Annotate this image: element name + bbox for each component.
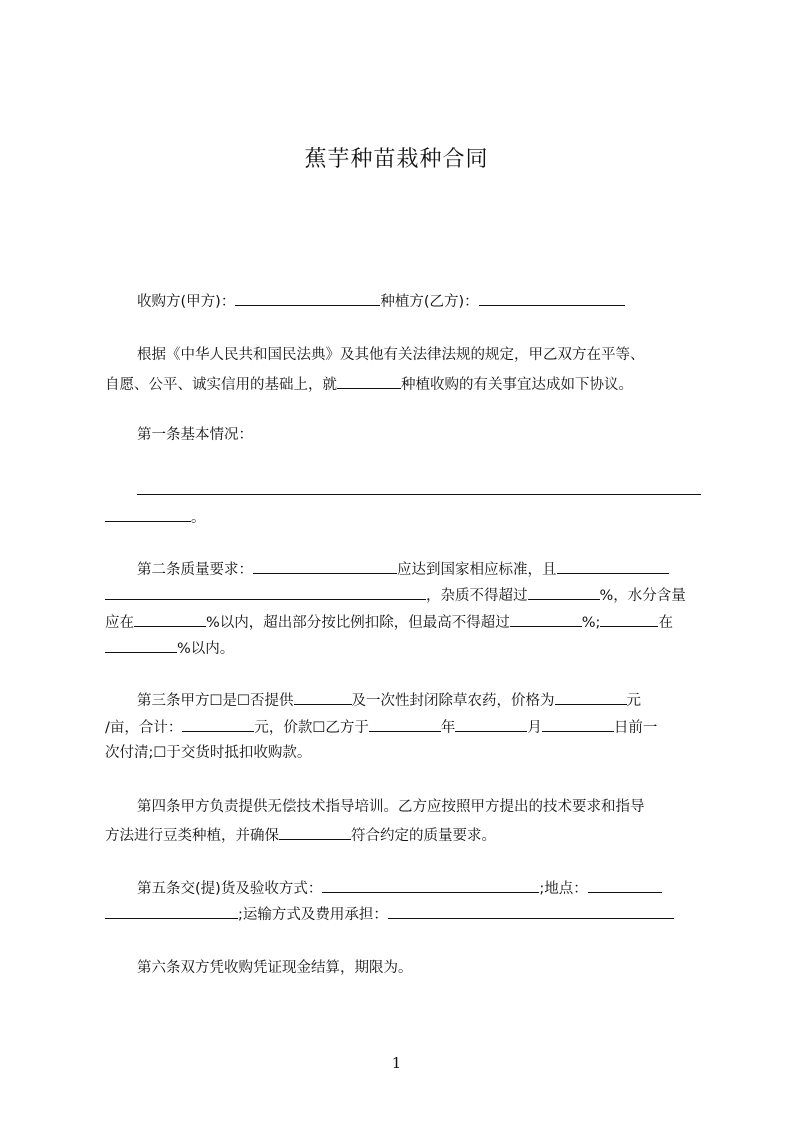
location-blank-2[interactable] — [105, 903, 238, 919]
page-number: 1 — [391, 1054, 402, 1072]
article-1-blank-line-1 — [137, 479, 701, 501]
basic-info-blank-1[interactable] — [137, 479, 701, 495]
article-2-text: %，水分含量 — [599, 588, 686, 604]
buyer-label: 收购方(甲方)： — [137, 294, 236, 310]
article-3-text: 元，价款☐乙方于 — [254, 720, 369, 736]
article-3-text: 日前一 — [613, 720, 658, 736]
article-2-line-1 — [137, 558, 669, 580]
delivery-method-blank[interactable] — [322, 877, 539, 893]
article-5-text: 第五条交(提)货及验收方式： — [137, 881, 323, 897]
article-3-line-1 — [137, 689, 641, 711]
article-2-text: %以内，超出部分按比例扣除，但最高不得超过 — [206, 615, 510, 631]
article-5-line-1 — [137, 877, 662, 899]
article-3-text: 月 — [527, 720, 542, 736]
article-2-line-4 — [105, 637, 234, 659]
article-3-text: 年 — [440, 720, 456, 736]
article-3-text: 第三条甲方☐是☐否提供 — [137, 693, 294, 709]
article-4-line-2 — [105, 824, 496, 846]
period-mark: 。 — [191, 510, 206, 526]
article-3-line-2 — [105, 716, 657, 738]
location-blank-1[interactable] — [588, 877, 662, 893]
article-5-line-2 — [105, 903, 674, 925]
article-2-text: 应达到国家相应标准，且 — [397, 562, 557, 578]
article-4-line-1: 第四条甲方负责提供无偿技术指导培训。乙方应按照甲方提出的技术要求和指导 — [137, 799, 645, 815]
impurity-blank[interactable] — [528, 584, 600, 600]
article-1-heading: 第一条基本情况： — [137, 427, 253, 443]
total-blank[interactable] — [182, 716, 254, 732]
article-4-text: 符合约定的质量要求。 — [351, 828, 496, 844]
quality-blank-2[interactable] — [557, 558, 669, 574]
other-blank[interactable] — [600, 611, 658, 627]
article-2-text: ，杂质不得超过 — [426, 588, 528, 604]
preamble-text-end: 种植收购的有关事宜达成如下协议。 — [401, 377, 633, 393]
article-2-line-3 — [105, 611, 673, 633]
year-blank[interactable] — [369, 716, 441, 732]
transport-blank[interactable] — [388, 903, 674, 919]
article-6-text: 第六条双方凭收购凭证现金结算，期限为。 — [137, 960, 413, 976]
other-percent-blank[interactable] — [105, 637, 177, 653]
article-3-text: 及一次性封闭除草农药，价格为 — [351, 693, 555, 709]
article-4-text: 方法进行豆类种植，并确保 — [105, 828, 279, 844]
quality-blank-1[interactable] — [253, 558, 397, 574]
article-2-text: 在 — [658, 615, 673, 631]
preamble-text: 自愿、公平、诚实信用的基础上，就 — [105, 377, 337, 393]
article-5-text: ;地点： — [539, 881, 588, 897]
day-blank[interactable] — [542, 716, 614, 732]
document-title: 蕉芋种苗栽种合同 — [304, 147, 489, 172]
month-blank[interactable] — [455, 716, 527, 732]
basic-info-blank-2[interactable] — [105, 506, 191, 522]
price-blank[interactable] — [555, 689, 627, 705]
article-3-line-3: 次付清;☐于交货时抵扣收购款。 — [105, 745, 312, 761]
article-2-text: %; — [581, 615, 601, 631]
article-3-text: /亩，合计： — [105, 720, 183, 736]
grower-label: 种植方(乙方)： — [380, 294, 479, 310]
quality-blank-3[interactable] — [105, 584, 426, 600]
max-blank[interactable] — [510, 611, 582, 627]
article-2-line-2 — [105, 584, 686, 606]
preamble-line-2 — [105, 373, 633, 395]
ensure-blank[interactable] — [279, 824, 351, 840]
article-2-text: 应在 — [105, 615, 134, 631]
article-5-text: ;运输方式及费用承担： — [238, 907, 388, 923]
article-2-text: %以内。 — [177, 641, 235, 657]
moisture-blank[interactable] — [134, 611, 206, 627]
crop-blank[interactable] — [337, 373, 401, 389]
article-2-heading: 第二条质量要求： — [137, 562, 253, 578]
parties-line — [137, 290, 625, 312]
provide-blank[interactable] — [294, 689, 352, 705]
buyer-blank[interactable] — [235, 290, 380, 306]
grower-blank[interactable] — [479, 290, 625, 306]
article-3-text: 元 — [626, 693, 641, 709]
preamble-line-1: 根据《中华人民共和国民法典》及其他有关法律法规的规定，甲乙双方在平等、 — [137, 347, 645, 363]
article-1-blank-line-2 — [105, 506, 206, 528]
